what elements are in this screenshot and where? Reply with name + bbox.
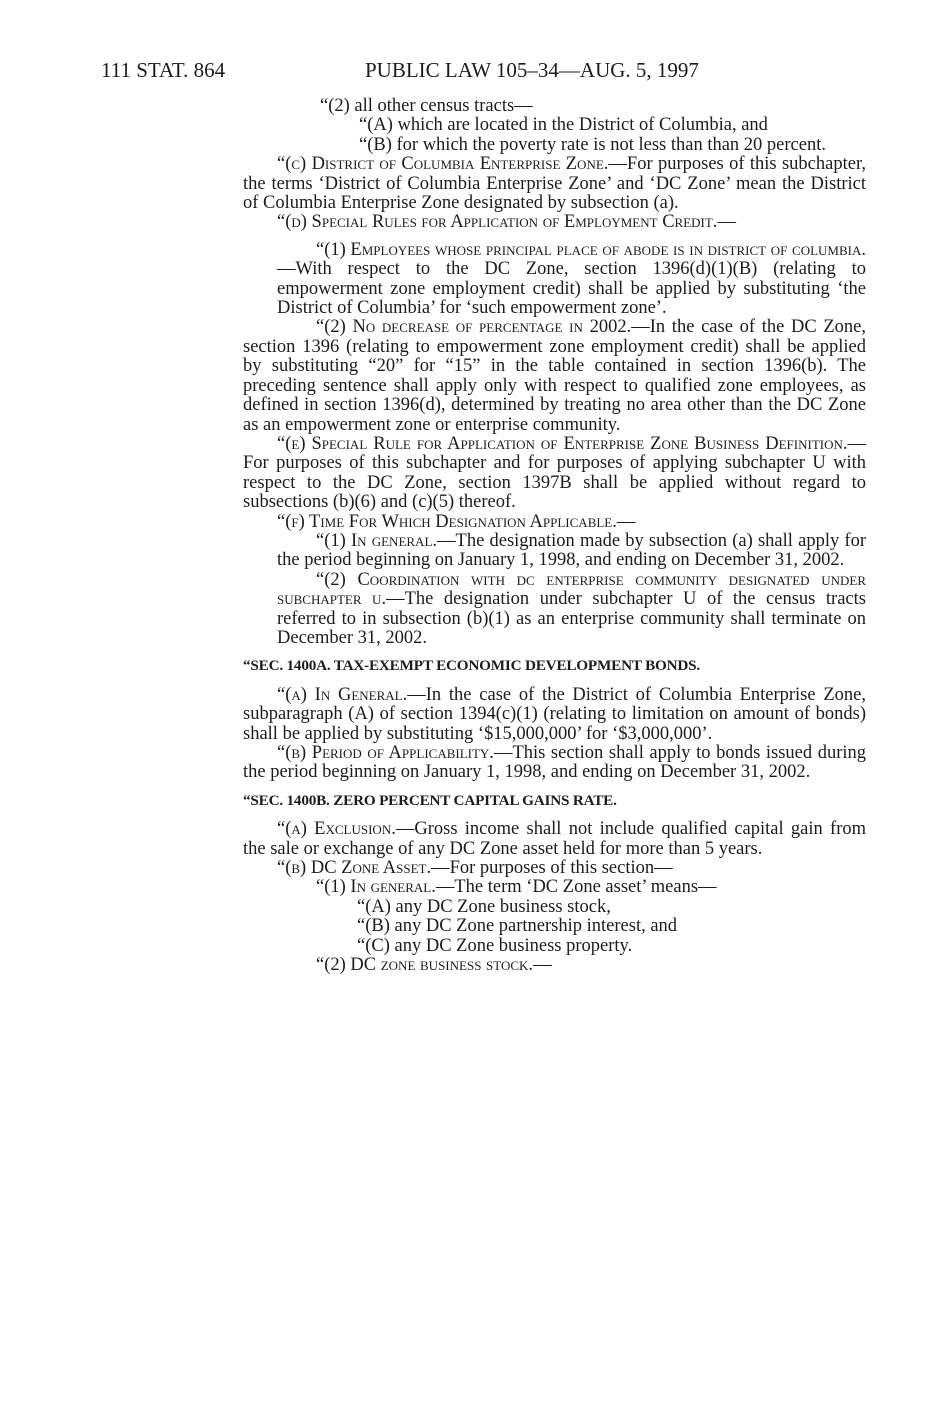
section-heading: “(a) Exclusion. — [277, 819, 396, 840]
paragraph-d-special-rules — [243, 213, 866, 232]
paragraph-text: —For purposes of this subchapter and for purposes of applying subchapter U with respect to the DC Zone, section 1397B shall be applied without regard to subsections (b)(6) and (c)(5) thereof. — [243, 433, 866, 513]
section-heading: “(b) DC Zone Asset. — [277, 858, 432, 879]
paragraph-d1-employees — [243, 241, 866, 319]
public-law-citation: PUBLIC LAW 105–34—AUG. 5, 1997 — [365, 58, 699, 82]
paragraph-text: “(2) all other census tracts— — [320, 96, 533, 116]
section-heading: “(2) No decrease of percentage in 2002. — [316, 317, 632, 338]
page-body — [243, 97, 866, 975]
paragraph-text: —The designation made by subsection (a) shall apply for the period beginning on January 1, 1998, and ending on December 31, 2002. — [277, 530, 866, 571]
paragraph-text: “(C) any DC Zone business property. — [357, 935, 633, 956]
section-heading-1400b: “SEC. 1400B. ZERO PERCENT CAPITAL GAINS RATE. — [243, 791, 617, 809]
section-heading: “(1) In general. — [316, 877, 436, 898]
paragraph-b-poverty — [243, 136, 866, 155]
section-heading: “(f) Time For Which Designation Applicable. — [277, 511, 617, 532]
section-heading: “(d) Special Rules for Application of Employment Credit. — [277, 212, 718, 233]
paragraph-f2-coordination — [243, 571, 866, 649]
section-heading: “(e) Special Rule for Application of Enterprise Zone Business Definition. — [277, 433, 848, 454]
paragraph-text: —In the case of the DC Zone, section 1396 (relating to empowerment zone employment credit) shall be applied by substituting “20” for “15” in the table contained in section 1396(b). The preceding sentence shall apply only with respect to qualified zone employees, as defined in section 1396(d), determined by treating no area other than the DC Zone as an empowerment zone or enterprise community. — [243, 317, 866, 435]
paragraph-f-time — [243, 513, 866, 532]
paragraph-text: —In the case of the District of Columbia Enterprise Zone, subparagraph (A) of section 1394(c)(1) (relating to limitation on amount of bonds) shall be applied by substituting ‘$15,000,000’ for ‘$3,000,000’. — [243, 684, 866, 744]
paragraph-text: —The designation under subchapter U of the census tracts referred to in subsection (b)(1) as an enterprise community shall terminate on December 31, 2002. — [277, 589, 866, 648]
paragraph-text: —This section shall apply to bonds issued during the period beginning on January 1, 1998, and ending on December 31, 2002. — [243, 743, 866, 783]
list-item-b — [243, 917, 866, 936]
paragraph-f1-general — [243, 532, 866, 571]
paragraph-text: “(A) any DC Zone business stock, — [357, 896, 611, 917]
statute-page-number: 111 STAT. 864 — [101, 58, 226, 82]
running-header — [0, 57, 947, 83]
paragraph-a-district — [243, 116, 866, 135]
paragraph-1400b-b — [243, 859, 866, 878]
paragraph-text: — — [616, 511, 636, 532]
paragraph-text: “(B) any DC Zone partnership interest, and — [357, 916, 678, 937]
paragraph-1400a-b — [243, 744, 866, 783]
section-heading: “(a) In General. — [277, 684, 408, 705]
list-item-a — [243, 898, 866, 917]
paragraph-d2-no-decrease — [243, 318, 866, 434]
list-item-c — [243, 937, 866, 956]
paragraph-text: — — [717, 212, 736, 233]
section-heading: “(2) Coordination with dc enterprise community designated under subchapter u. — [277, 569, 866, 610]
section-heading: “(b) Period of Applicability. — [277, 743, 494, 763]
paragraph-text: —The term ‘DC Zone asset’ means— — [435, 877, 717, 898]
paragraph-census-tracts — [243, 97, 866, 116]
paragraph-text: —For purposes of this subchapter, the terms ‘District of Columbia Enterprise Zone’ and ‘DC Zone’ mean the District of Columbia Enterprise Zone designated by subsection (a). — [243, 154, 866, 214]
paragraph-text: “(A) which are located in the District of Columbia, and — [359, 115, 768, 136]
paragraph-c-enterprise-zone — [243, 155, 866, 213]
paragraph-1400b-a — [243, 820, 866, 859]
section-heading: “(1) Employees whose principal place of abode is in district of columbia. — [316, 239, 866, 260]
paragraph-text: — — [533, 955, 552, 976]
paragraph-1400a-a — [243, 686, 866, 744]
section-heading: “(c) District of Columbia Enterprise Zone. — [277, 154, 609, 175]
section-heading: “(1) In general. — [316, 530, 438, 551]
section-heading: “(2) DC zone business stock. — [316, 955, 534, 976]
paragraph-b2-business-stock — [243, 956, 866, 975]
paragraph-e-special-rule — [243, 435, 866, 513]
paragraph-b1-general — [243, 878, 866, 897]
paragraph-text: —For purposes of this section— — [431, 858, 673, 879]
paragraph-text: —Gross income shall not include qualified capital gain from the sale or exchange of any DC Zone asset held for more than 5 years. — [243, 819, 866, 859]
paragraph-text: —With respect to the DC Zone, section 1396(d)(1)(B) (relating to empowerment zone employment credit) shall be applied by substituting ‘the District of Columbia’ for ‘such empowerment zone’. — [277, 259, 866, 319]
section-heading-1400a: “SEC. 1400A. TAX-EXEMPT ECONOMIC DEVELOPMENT BONDS. — [243, 657, 701, 675]
paragraph-text: “(B) for which the poverty rate is not less than than 20 percent. — [359, 134, 826, 155]
